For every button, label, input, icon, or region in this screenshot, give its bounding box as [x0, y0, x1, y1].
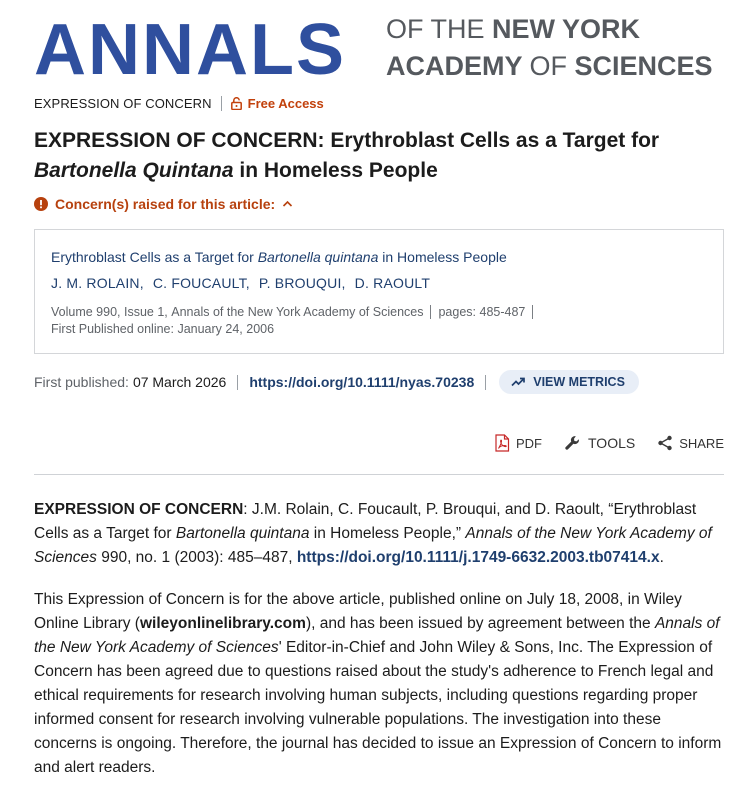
comma-sep: ,	[117, 305, 124, 319]
author-link[interactable]: C. FOUCAULT,	[152, 275, 250, 291]
statement-italic-journal: Annals of the New York Academy of Sciences	[34, 615, 720, 656]
view-metrics-label: VIEW METRICS	[533, 375, 625, 389]
author-link[interactable]: P. BROUQUI,	[258, 275, 346, 291]
related-article-box	[34, 229, 724, 354]
logo-brand: ANNALS	[34, 14, 346, 84]
alert-icon	[34, 197, 48, 211]
related-first-published: First Published online: January 24, 2006	[51, 322, 275, 336]
issue-text: Issue 1	[123, 305, 165, 319]
citation-text-a: : J.M. Rolain, C. Foucault, P. Brouqui, and D. Raoult, “Erythroblast Cells as a Target for	[34, 501, 697, 542]
trending-up-icon	[511, 377, 525, 387]
tools-button[interactable]	[564, 434, 635, 452]
unlock-icon	[231, 97, 242, 110]
citation-italic-journal: Annals of the New York Academy of Sciences	[34, 525, 712, 566]
logo-line-2	[386, 51, 713, 81]
author-link[interactable]: J. M. ROLAIN,	[51, 275, 144, 291]
title-part-2: in Homeless People	[233, 159, 438, 182]
logo-line-2-light: OF	[529, 51, 575, 81]
volume-text: Volume 990	[51, 305, 118, 319]
free-access-badge	[231, 96, 324, 111]
journal-logo	[34, 14, 724, 84]
content-divider	[34, 474, 724, 475]
citation-text-c: 990, no. 1 (2003): 485–487,	[96, 549, 297, 566]
article-toolbar	[494, 434, 724, 452]
statement-text-a: This Expression of Concern is for the above article, published online on July 18, 2008, in Wiley Online Library (	[34, 591, 682, 632]
share-icon	[657, 435, 673, 451]
comma-sep: ,	[164, 305, 172, 319]
related-authors	[51, 275, 707, 291]
pdf-button[interactable]	[494, 434, 542, 452]
chevron-up-icon	[282, 200, 293, 208]
doi-link[interactable]: https://doi.org/10.1111/nyas.70238	[249, 374, 475, 390]
related-title-part-1: Erythroblast Cells as a Target for	[51, 249, 258, 265]
pdf-icon	[494, 434, 510, 452]
citation-separator	[430, 305, 431, 319]
first-published-label: First published:	[34, 374, 129, 390]
share-button[interactable]	[657, 435, 724, 451]
journal-masthead[interactable]	[34, 14, 724, 84]
journal-text: Annals of the New York Academy of Sciences	[171, 305, 424, 319]
pages-text: pages: 485-487	[438, 305, 526, 319]
related-title-part-2: in Homeless People	[378, 249, 507, 265]
citation-separator	[532, 305, 533, 319]
citation-doi-link[interactable]: https://doi.org/10.1111/j.1749-6632.2003.tb07414.x	[296, 549, 660, 566]
pub-separator	[237, 375, 238, 390]
citation-text-b: in Homeless People,”	[309, 525, 466, 542]
free-access-label: Free Access	[247, 96, 324, 111]
related-article-title[interactable]	[51, 248, 707, 266]
statement-text-b: ), and has been issued by agreement between the	[305, 615, 655, 632]
title-part-1: EXPRESSION OF CONCERN: Erythroblast Cells as a Target for	[34, 129, 660, 152]
logo-line-2-pre: ACADEMY	[386, 51, 530, 81]
pdf-label: PDF	[516, 435, 542, 451]
article-title	[34, 126, 714, 186]
article-meta-line	[34, 96, 324, 111]
concern-toggle[interactable]	[34, 196, 293, 212]
author-link[interactable]: D. RAOULT	[354, 275, 431, 291]
logo-line-1-bold: NEW YORK	[492, 14, 641, 44]
related-citation	[51, 305, 707, 319]
title-italic: Bartonella Quintana	[34, 159, 234, 182]
article-body	[34, 498, 724, 798]
citation-heading: EXPRESSION OF CONCERN	[34, 501, 244, 518]
citation-paragraph	[34, 498, 724, 570]
citation-end: .	[659, 549, 664, 566]
related-title-italic: Bartonella quintana	[257, 249, 379, 265]
statement-text-c: ' Editor-in-Chief and John Wiley & Sons, Inc. The Expression of Concern has been agreed due to questions raised about the study's adherence to French legal and ethical requirements for research involving human subjects, including questions regarding proper informed consent for research involving vulnerable populations. The investigation into these concerns is ongoing. Therefore, the journal has decided to issue an Expression of Concern to inform and alert readers.	[34, 639, 722, 776]
pub-separator	[485, 375, 486, 390]
concern-label: Concern(s) raised for this article:	[55, 196, 276, 212]
wiley-library-text: wileyonlinelibrary.com	[139, 615, 306, 632]
logo-line-1-pre: OF THE	[386, 14, 493, 44]
statement-paragraph	[34, 588, 724, 780]
article-type-label: EXPRESSION OF CONCERN	[34, 96, 212, 111]
tools-label: TOOLS	[588, 435, 636, 451]
meta-separator	[221, 96, 222, 111]
first-published-date: 07 March 2026	[132, 374, 227, 390]
publication-info-row	[34, 370, 639, 394]
citation-italic-species: Bartonella quintana	[175, 525, 310, 542]
share-label: SHARE	[679, 435, 724, 451]
wrench-icon	[564, 434, 582, 452]
logo-line-1	[386, 14, 641, 44]
view-metrics-button[interactable]	[499, 370, 639, 394]
logo-line-2-bold: SCIENCES	[574, 51, 713, 81]
